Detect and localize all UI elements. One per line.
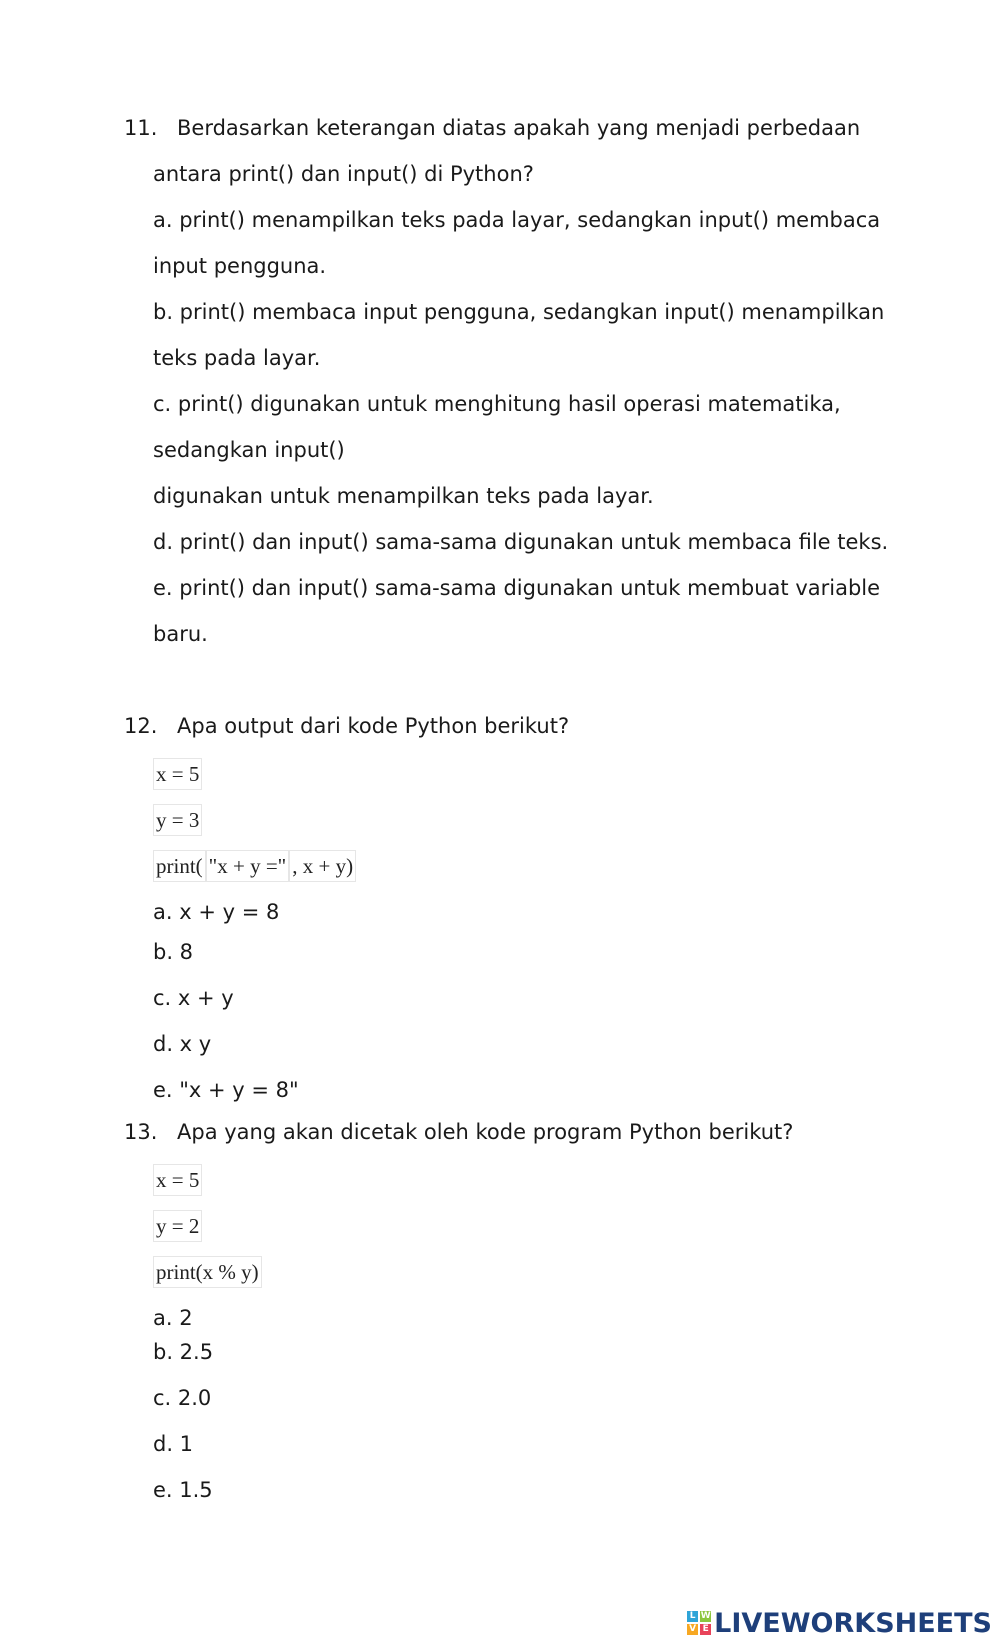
option-c-cont: sedangkan input(): [153, 438, 345, 462]
option-a: a. print() menampilkan teks pada layar, sedangkan input() membaca: [153, 208, 881, 232]
option-a: a. 2: [153, 1306, 193, 1330]
option-d: d. print() dan input() sama-sama digunakan untuk membaca file teks.: [153, 530, 889, 554]
option-e: e. "x + y = 8": [153, 1078, 299, 1102]
code-line: x = 5: [153, 758, 202, 790]
option-e: e. 1.5: [153, 1478, 213, 1502]
option-b: b. 8: [153, 940, 194, 964]
option-c: c. print() digunakan untuk menghitung hasil operasi matematika,: [153, 392, 841, 416]
option-d: d. 1: [153, 1432, 194, 1456]
code-line: x = 5: [153, 1164, 202, 1196]
question-number: 12.: [124, 714, 158, 738]
liveworksheets-logo: [687, 1607, 992, 1639]
logo-mark-icon: L W V E: [687, 1611, 711, 1635]
option-b: b. print() membaca input pengguna, sedangkan input() menampilkan: [153, 300, 885, 324]
code-line: print(x % y): [153, 1256, 262, 1288]
question-text: Apa output dari kode Python berikut?: [177, 714, 570, 738]
question-number: 13.: [124, 1120, 158, 1144]
option-e-cont: baru.: [153, 622, 208, 646]
question-text: Apa yang akan dicetak oleh kode program Python berikut?: [177, 1120, 794, 1144]
option-b-cont: teks pada layar.: [153, 346, 321, 370]
option-c-cont: digunakan untuk menampilkan teks pada layar.: [153, 484, 654, 508]
option-d: d. x y: [153, 1032, 212, 1056]
question-text: Berdasarkan keterangan diatas apakah yang menjadi perbedaan: [177, 116, 861, 140]
option-c: c. x + y: [153, 986, 234, 1010]
code-line-print: print( "x + y =" , x + y): [153, 850, 356, 882]
code-line: y = 2: [153, 1210, 202, 1242]
code-line: y = 3: [153, 804, 202, 836]
question-number: 11.: [124, 116, 158, 140]
option-a: a. x + y = 8: [153, 900, 280, 924]
option-b: b. 2.5: [153, 1340, 214, 1364]
question-text: antara print() dan input() di Python?: [153, 162, 534, 186]
logo-text: LIVEWORKSHEETS: [714, 1607, 992, 1639]
option-a-cont: input pengguna.: [153, 254, 327, 278]
option-e: e. print() dan input() sama-sama digunakan untuk membuat variable: [153, 576, 881, 600]
option-c: c. 2.0: [153, 1386, 212, 1410]
